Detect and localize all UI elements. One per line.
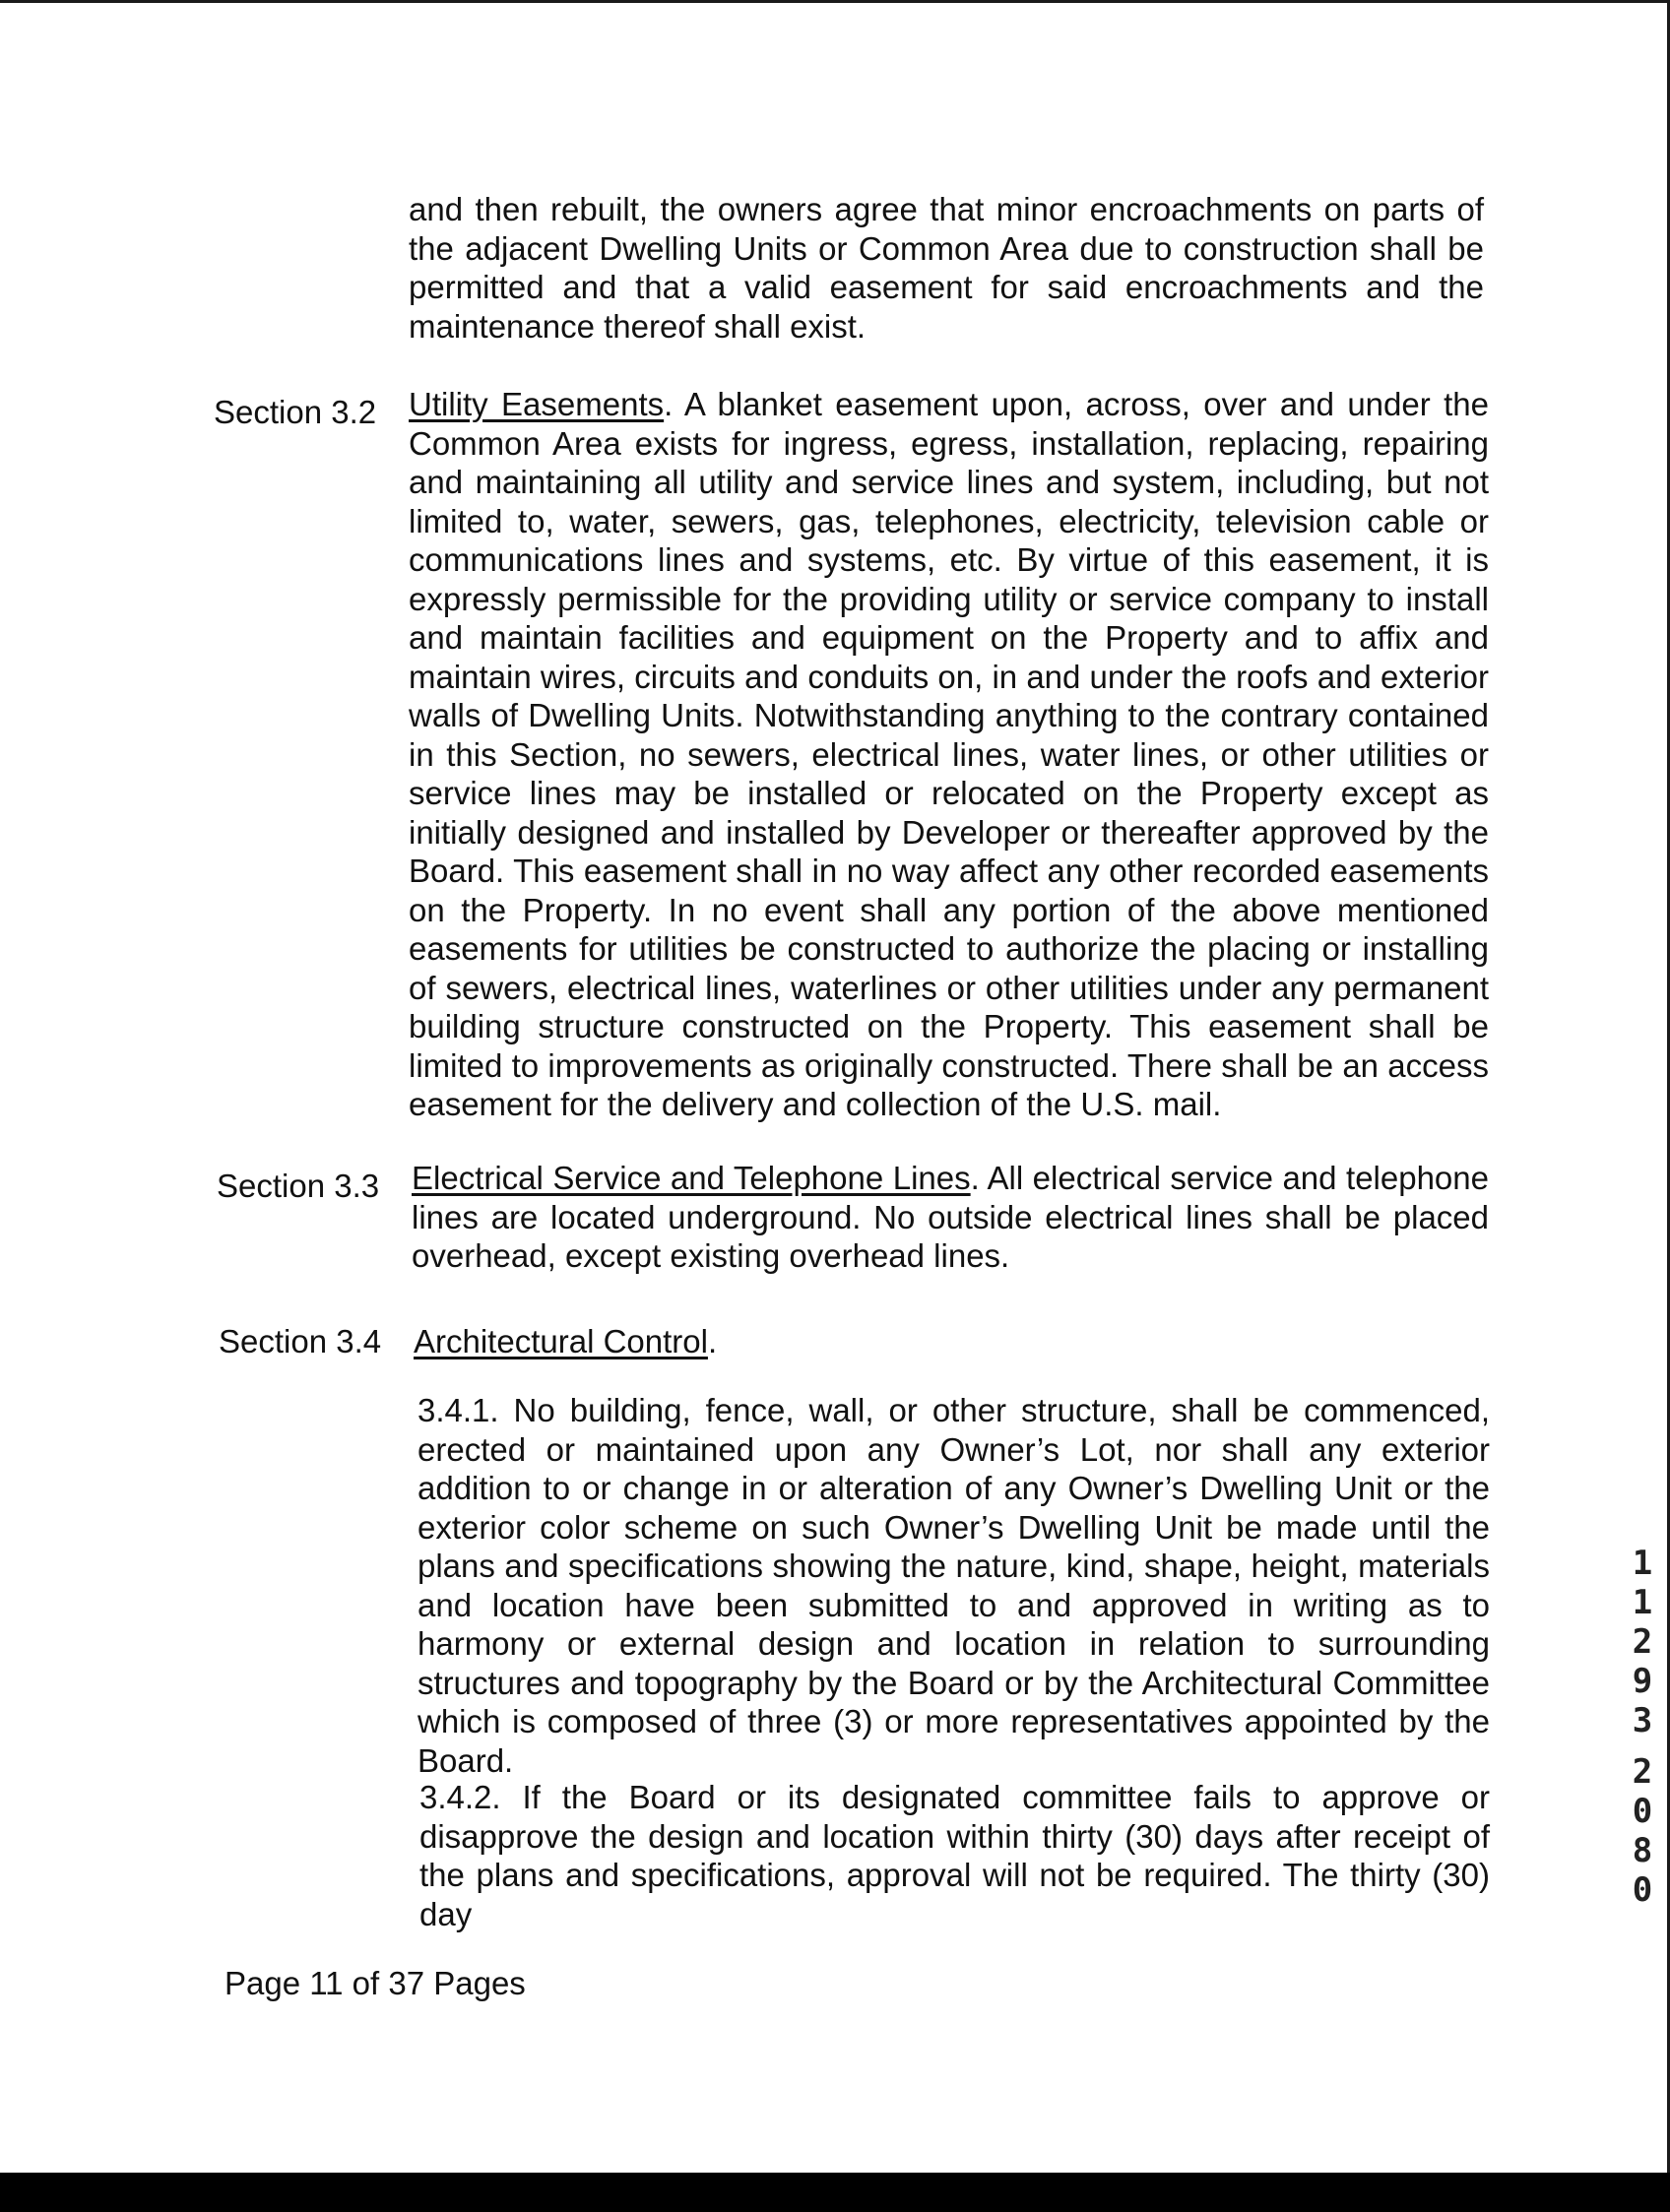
section-3-2-heading: Utility Easements [409,386,665,422]
margin-stamp-number [1625,1544,1660,1910]
section-3-2-paragraph: Utility Easements. A blanket easement upon, across, over and under the Common Area exists for ingress, egress, installation, replacing, repairing and maintaining all utility and service lines and system, including, but not limited to, water, sewers, gas, telephones, electricity, television cable or communications lines and systems, etc. By virtue of this easement, it is expressly permissible for the providing utility or service company to install and maintain facilities and equipment on the Property and to affix and maintain wires, circuits and conduits on, in and under the roofs and exterior walls of Dwelling Units. Notwithstanding anything to the contrary contained in this Section, no sewers, electrical lines, water lines, or other utilities or service lines may be installed or relocated on the Property except as initially designed and installed by Developer or thereafter approved by the Board. This easement shall in no way affect any other recorded easements on the Property. In no event shall any portion of the above mentioned easements for utilities be constructed to authorize the placing or installing of sewers, electrical lines, waterlines or other utilities under any permanent building structure constructed on the Property. This easement shall be limited to improvements as originally constructed. There shall be an access easement for the delivery and collection of the U.S. mail. [409,386,1489,1122]
section-3-2-body: A blanket easement upon, across, over and under the Common Area exists for ingress, egress, installation, replacing, repairing and maintaining all utility and service lines and system, including, but not limited to, water, sewers, gas, telephones, electricity, television cable or communications lines and systems, etc. By virtue of this easement, it is expressly permissible for the providing utility or service company to install and maintain facilities and equipment on the Property and to affix and maintain wires, circuits and conduits on, in and under the roofs and exterior walls of Dwelling Units. Notwithstanding anything to the contrary contained in this Section, no sewers, electrical lines, water lines, or other utilities or service lines may be installed or relocated on the Property except as initially designed and installed by Developer or thereafter approved by the Board. This easement shall in no way affect any other recorded easements on the Property. In no event shall any portion of the above mentioned easements for utilities be constructed to authorize the placing or installing of sewers, electrical lines, waterlines or other utilities under any permanent building structure constructed on the Property. This easement shall be limited to improvements as originally constructed. There shall be an access easement for the delivery and collection of the U.S. mail. [409,386,1489,1122]
scan-top-border [0,0,1670,3]
section-3-3-label: Section 3.3 [217,1168,380,1204]
stamp-digit: 3 [1632,1701,1653,1740]
section-3-4-heading: Architectural Control [414,1323,708,1359]
section-3-4-paragraph: Architectural Control. [414,1323,718,1359]
stamp-digit: 1 [1632,1544,1653,1583]
scan-bottom-border [0,2173,1670,2212]
stamp-digit: 9 [1632,1662,1653,1701]
section-3-3-heading: Electrical Service and Telephone Lines [412,1160,971,1196]
section-3-3-paragraph: Electrical Service and Telephone Lines. All electrical service and telephone lines are located underground. No outside electrical lines shall be placed overhead, except existing overhead lines. [412,1160,1489,1274]
stamp-digit: 0 [1632,1870,1653,1910]
stamp-digit: 2 [1632,1622,1653,1662]
continuation-paragraph: and then rebuilt, the owners agree that minor encroachments on parts of the adjacent Dwelling Units or Common Area due to construction shall be permitted and that a valid easement for said encroachments and the maintenance thereof shall exist. [409,191,1484,345]
subsection-3-4-1-paragraph: 3.4.1. No building, fence, wall, or other structure, shall be commenced, erected or maintained upon any Owner’s Lot, nor shall any exterior addition to or change in or alteration of any Owner’s Dwelling Unit or the exterior color scheme on such Owner’s Dwelling Unit be made until the plans and specifications showing the nature, kind, shape, height, materials and location have been submitted to and approved in writing as to harmony or external design and location in relation to surrounding structures and topography by the Board or by the Architectural Committee which is composed of three (3) or more representatives appointed by the Board. [418,1392,1490,1779]
subsection-3-4-2-paragraph: 3.4.2. If the Board or its designated committee fails to approve or disapprove the design and location within thirty (30) days after receipt of the plans and specifications, approval will not be required. The thirty (30) day [419,1779,1490,1932]
stamp-digit: 1 [1632,1583,1653,1622]
section-3-2-label: Section 3.2 [214,394,377,430]
stamp-digit: 2 [1632,1752,1653,1792]
page-footer: Page 11 of 37 Pages [225,1965,526,2001]
section-3-4-label: Section 3.4 [219,1323,382,1359]
section-3-3-body: All electrical service and telephone lines are located underground. No outside electrical lines shall be placed overhead, except existing overhead lines. [412,1160,1489,1274]
stamp-digit: 8 [1632,1831,1653,1870]
stamp-digit: 0 [1632,1792,1653,1831]
